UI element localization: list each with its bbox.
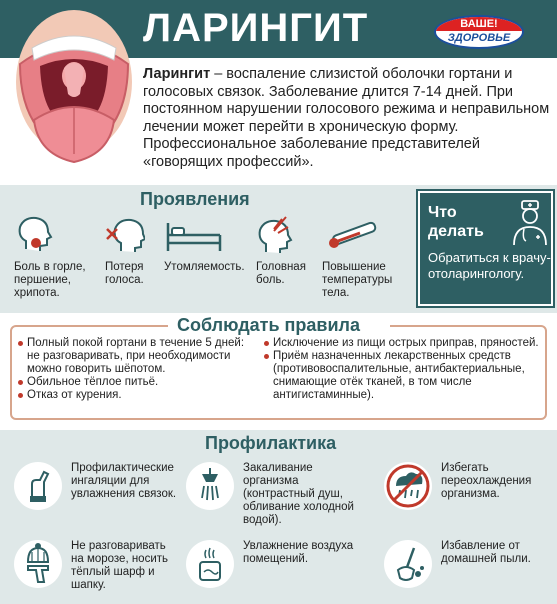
headache-icon (256, 215, 296, 255)
rules-list-right (264, 337, 544, 402)
symptom-item (256, 215, 316, 287)
rule-item: Исключение из пищи острых приправ, пряностей. (264, 337, 544, 350)
what-to-do-text: Обратиться к врачу-отоларингологу. (428, 250, 551, 281)
symptom-label: Утомляемость. (164, 261, 245, 273)
prevention-text: Избавление от домашней пыли. (441, 540, 531, 565)
symptom-label: Боль в горле, першение, хрипота. (14, 261, 86, 299)
rule-item: Отказ от курения. (18, 389, 256, 402)
brand-logo (434, 15, 524, 49)
prevention-icon-wrap (186, 540, 234, 588)
prevention-text: Закаливание организма (контрастный душ, обливание холодной водой). (243, 462, 354, 526)
what-to-do-box (418, 191, 553, 306)
dust-icon (384, 540, 432, 588)
bed-icon (164, 215, 224, 255)
shower-icon (186, 462, 234, 510)
symptoms-title: Проявления (140, 189, 250, 209)
symptom-label: Повышение температуры тела. (322, 261, 393, 299)
intro-paragraph (143, 66, 551, 171)
rule-item: Приём назначенных лекарственных средств (противовоспалительные, антибактериальные, снимающие отёк тканей, в том числе антигистаминные). (264, 350, 544, 402)
rules-title: Соблюдать правила (177, 315, 361, 335)
prevention-text: Увлажнение воздуха помещений. (243, 540, 354, 565)
rule-item: Обильное тёплое питьё. (18, 376, 256, 389)
no-cold-icon (384, 462, 432, 510)
what-to-do-title: Что делать (428, 204, 484, 240)
sore-throat-icon (14, 215, 54, 255)
symptom-item (164, 215, 254, 274)
prevention-icon-wrap (384, 540, 432, 588)
rules-list-left (18, 337, 256, 402)
symptom-label: Головная боль. (256, 261, 306, 286)
page-title: ЛАРИНГИТ (143, 6, 369, 50)
open-mouth-illustration (10, 4, 138, 172)
prevention-title: Профилактика (205, 433, 337, 453)
symptom-item (14, 215, 94, 300)
humidifier-icon (186, 540, 234, 588)
logo-bottom-text: ЗДОРОВЬЕ (447, 32, 511, 44)
prevention-icon-wrap (14, 540, 62, 588)
scarf-hat-icon (14, 540, 62, 588)
prevention-icon-wrap (186, 462, 234, 510)
inhaler-icon (14, 462, 62, 510)
symptom-item (322, 215, 402, 300)
symptom-item (105, 215, 160, 287)
prevention-icon-wrap (14, 462, 62, 510)
voice-loss-icon (105, 215, 145, 255)
doctor-icon (512, 199, 548, 247)
prevention-text: Не разговаривать на морозе, носить тёплый шарф и шапку. (71, 540, 169, 591)
rule-item: Полный покой гортани в течение 5 дней: не разговаривать, при необходимости можно говорить шёпотом. (18, 337, 256, 376)
thermometer-icon (322, 215, 382, 255)
symptom-label: Потеря голоса. (105, 261, 144, 286)
prevention-text: Профилактические ингаляции для увлажнения связок. (71, 462, 177, 500)
intro-text: – воспаление слизистой оболочки гортани и голосовых связок. Заболевание длится 7-14 дней. При постоянном нарушении голосового режима и неправильном лечении может перейти в хроническую форму. Профессиональное заболевание представителей «говорящих профессий». (143, 66, 550, 170)
prevention-text: Избегать переохлаждения организма. (441, 462, 532, 500)
logo-top-text: ВАШЕ! (436, 17, 522, 31)
intro-term: Ларингит (143, 66, 211, 82)
prevention-icon-wrap (384, 462, 432, 510)
